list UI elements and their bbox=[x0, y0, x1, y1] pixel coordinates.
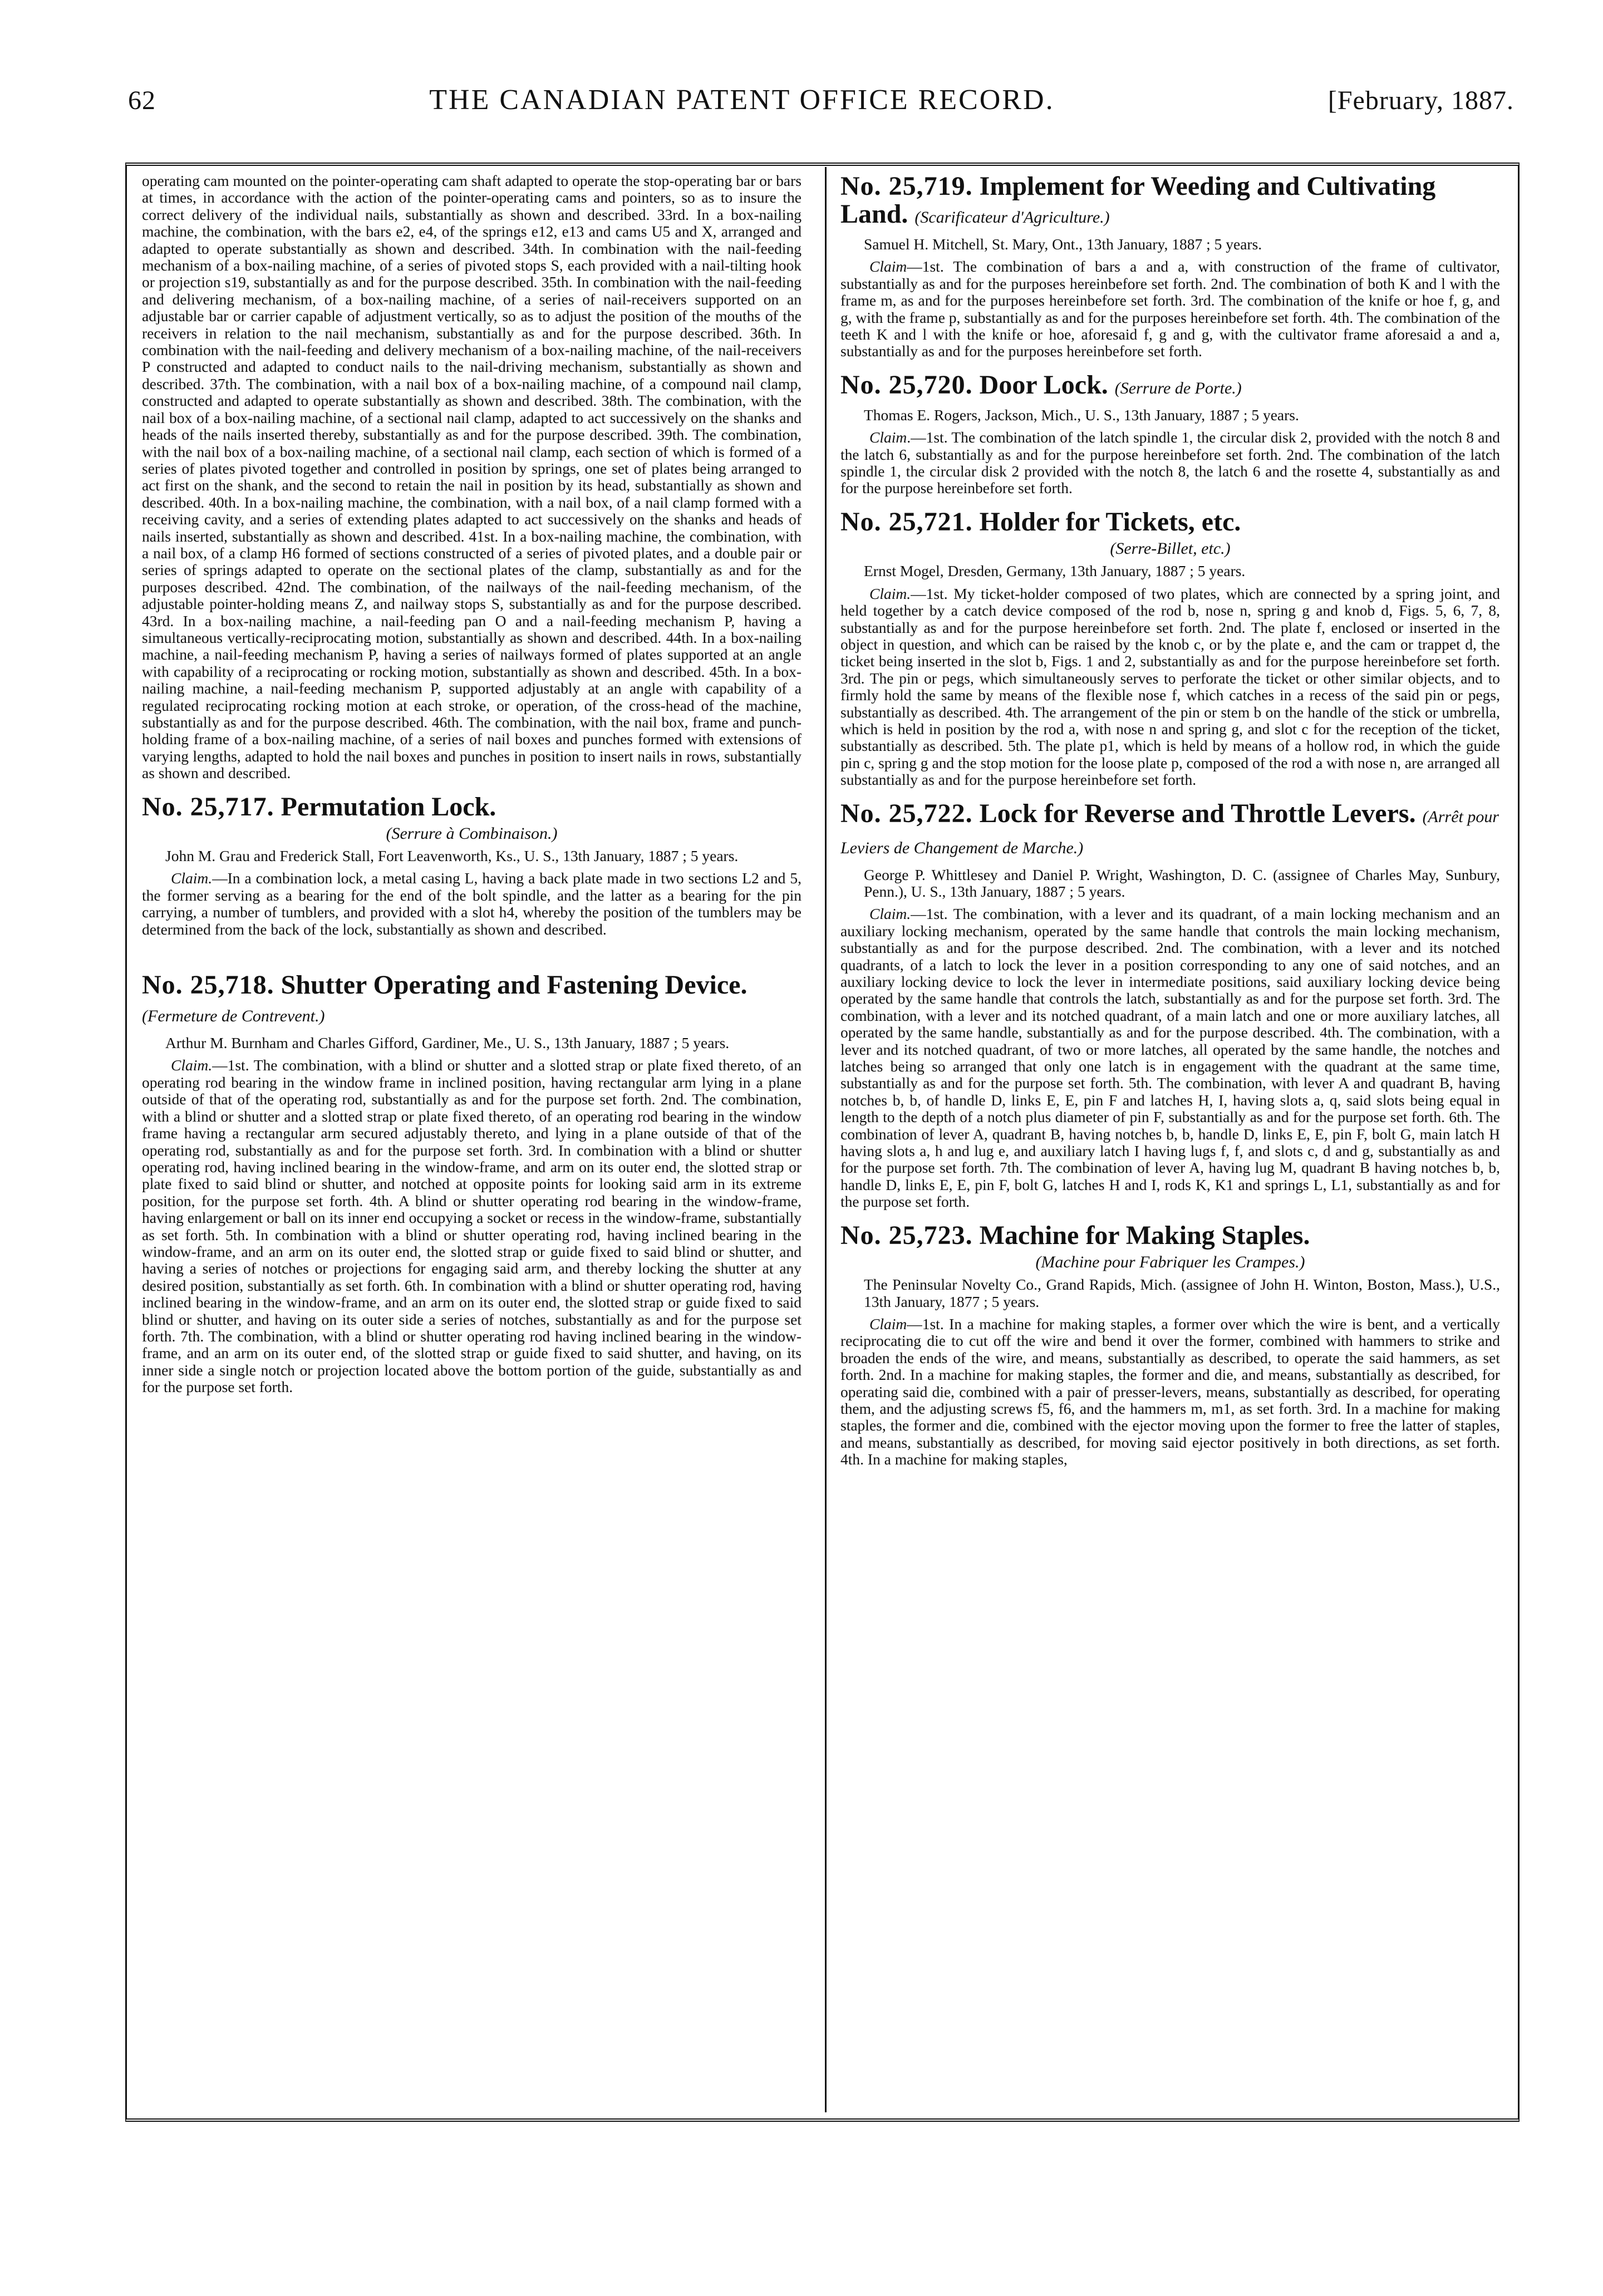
entry-heading bbox=[840, 1222, 1500, 1250]
claim-label: Claim. bbox=[171, 1056, 213, 1074]
patent-entry-25719 bbox=[840, 173, 1500, 360]
issue-date: [February, 1887. bbox=[1327, 86, 1514, 115]
inventor-line: John M. Grau and Frederick Stall, Fort Leavenworth, Ks., U. S., 13th January, 1887 ; 5 years. bbox=[165, 847, 739, 865]
patent-number: No. 25,718. bbox=[142, 970, 274, 1000]
french-title: (Scarificateur d'Agriculture.) bbox=[914, 208, 1110, 227]
inventor-line: Thomas E. Rogers, Jackson, Mich., U. S., 13th January, 1887 ; 5 years. bbox=[864, 406, 1299, 424]
claim-label: Claim. bbox=[869, 584, 911, 602]
inventor-line: Ernst Mogel, Dresden, Germany, 13th January, 1887 ; 5 years. bbox=[864, 562, 1246, 580]
entry-heading bbox=[840, 371, 1500, 402]
column-divider bbox=[825, 167, 827, 2112]
right-column bbox=[840, 173, 1500, 2110]
french-title: (Serrure à Combinaison.) bbox=[386, 824, 558, 843]
patent-title: Lock for Reverse and Throttle Levers. bbox=[979, 798, 1416, 828]
publication-title: THE CANADIAN PATENT OFFICE RECORD. bbox=[429, 84, 1055, 116]
patent-number: No. 25,720. bbox=[840, 370, 973, 400]
patent-number: No. 25,721. bbox=[840, 507, 973, 537]
claim-body: —1st. The combination, with a lever and its quadrant, of a main locking mechanism and an auxiliary locking mechanism, operated by the same handle that controls the main locking mechanism, substantially as and for the purpose described. 2nd. The combination, with a lever and its notched quadrants, of a latch to lock the lever in a position corresponding to any one of said notches, and an auxiliary locking device to lock the lever in intermediate positions, said auxiliary locking device being operated by the same handle that controls the latch, substantially as and for the purpose set forth. 3rd. The combination, with a lever and its notched quadrant, of a main latch and one or more auxiliary latches, all operated by the same handle, substantially as and for the purpose described. 4th. The combination, with a lever and its notched quadrant, of two or more latches, all operated by the same handle, the notches and latches being so arranged that only one latch is in engagement with the quadrant at the same time, substantially as and for the purpose set forth. 5th. The combination, with lever A and quadrant B, having notches b, b, of handle D, links E, E, pin F and latches H, I, having slots a, q, said slots being equal in length to the depth of a notch plus diameter of pin F, substantially as and for the purpose set forth. 6th. The combination of lever A, quadrant B, having notches b, b, handle D, links E, E, pin F, bolt G, main latch H having slots a, h and lug e, and auxiliary latch I having lugs f, f, and slots c, d and g, substantially as and for the purpose set forth. 7th. The combination of lever A, having lug M, quadrant B having notches b, b, handle D, links E, E, pin F, bolt G, latches H and I, rods K, K1 and springs L, L1, substantially as and for the purpose set forth. bbox=[840, 905, 1500, 1211]
claim-label: Claim bbox=[869, 1315, 907, 1333]
patent-number: No. 25,719. bbox=[840, 173, 973, 201]
patent-title: Permutation Lock. bbox=[281, 791, 496, 822]
claim-text bbox=[840, 586, 1500, 789]
claim-body: .—1st. The combination of the latch spindle 1, the circular disk 2, provided with the notch 8 and the latch 6, substantially as and for the purpose hereinbefore set forth. 2nd. The combination of the latch spindle 1, the circular disk 2 provided with the notch 8, the latch 6 and the rosette 4, substantially as and for the purpose hereinbefore set forth. bbox=[840, 429, 1500, 497]
claim-label: Claim. bbox=[869, 905, 911, 923]
continued-claims: operating cam mounted on the pointer-operating cam shaft adapted to operate the stop-operating bar or bars at times, in accordance with the action of the pointer-operating cams and pointers, so as to insure the correct delivery of the individual nails, substantially as shown and described. 33rd. In a box-nailing machine, the combination, with the bars e2, e4, of the springs e12, e13 and cams U5 and X, arranged and adapted to operate substantially as shown and described. 34th. In combination with the nail-feeding mechanism of a box-nailing machine, of a series of pivoted stops S, each provided with a nail-tilting hook or projection s19, substantially as and for the purpose described. 35th. In combination with the nail-feeding and delivering mechanism, of a box-nailing machine, of a series of nail-receivers supported on an adjustable bar or carrier capable of adjustment vertically, so as to adjust the position of the mouths of the receivers in relation to the nail mechanism, substantially as and for the purpose described. 36th. In combination with the nail-feeding and delivery mechanism of a box-nailing machine, of the nail-receivers P constructed and adapted to conduct nails to the nail-driving mechanism, substantially as shown and described. 37th. The combination, with a nail box of a box-nailing machine, of a compound nail clamp, constructed and adapted to operate substantially as shown and described. 38th. The combination, with the nail box of a box-nailing machine, of a sectional nail clamp, adapted to act successively on the shanks and heads of the nails inserted thereby, substantially as and for the purpose described. 39th. The combination, with the nail box of a box-nailing machine, of a sectional nail clamp, each section of which is formed of a series of plates pivoted together and controlled in position by springs, one set of plates being arranged to act first on the shank, and the second to retain the nail in position by its head, substantially as shown and described. 40th. In a box-nailing machine, the combination, with a nail box, of a nail clamp formed with a receiving cavity, and a series of extending plates adapted to act successively on the shanks and heads of nails inserted, substantially as shown and described. 41st. In a box-nailing machine, the combination, with a nail box, of a clamp H6 formed of sections constructed of a series of pivoted plates, and a double pair or series of springs adapted to operate on the sectional plates of the clamp, substantially as and for the purposes described. 42nd. The combination, of the nailways of the nail-feeding mechanism, of the adjustable pointer-holding means Z, and nailway stops S, substantially as and for the purpose described. 43rd. In a box-nailing machine, a nail-feeding pan O and a nail-feeding mechanism P, having a simultaneous vertically-reciprocating motion, substantially as shown and described. 44th. In a box-nailing machine, a nail-feeding mechanism P, having a series of nailways formed of plates supported at an angle with capability of a reciprocating or rocking motion, substantially as shown and described. 45th. In a box-nailing machine, a nail-feeding mechanism P, supported adjustably at an angle with capability of a regulated reciprocating rocking motion at each stroke, or operation, of the cross-head of the machine, substantially as and for the purpose described. 46th. The combination, with the nail box, frame and punch-holding frame of a box-nailing machine, of a series of nail boxes and punches formed with extensions of varying lengths, adapted to hold the nail boxes and punches in position to insert nails in rows, substantially as shown and described. bbox=[142, 173, 802, 782]
inventor-line: George P. Whittlesey and Daniel P. Wright, Washington, D. C. (assignee of Charles May, Sunbury, Penn.), U. S., 13th January, 1887 ; 5 years. bbox=[864, 866, 1500, 900]
patent-entry-25722 bbox=[840, 800, 1500, 1211]
french-title: (Serre-Billet, etc.) bbox=[1110, 539, 1231, 558]
patent-title: Shutter Operating and Fastening Device. bbox=[281, 970, 748, 1000]
claim-body: —1st. The combination, with a blind or shutter and a slotted strap or plate fixed thereto, of an operating rod bearing in the window frame in inclined position, having rectangular arm lying in a plane outside of that of the operating rod, substantially as and for the purpose set forth. 2nd. The combination, with a blind or shutter and a slotted strap or plate fixed thereto, of an operating rod bearing in the window frame having a rectangular arm secured adjustably thereto, and lying in a plane outside of that of the operating rod, substantially as and for the purpose set forth. 3rd. In combination with a blind or shutter operating rod, having inclined bearing in the window-frame, and arm on its outer end, the slotted strap or plate fixed to said blind or shutter, and notched at opposite points for looking said arm in its extreme position, for the purpose set forth. 4th. A blind or shutter operating rod bearing in the window-frame, having enlargement or ball on its inner end occupying a socket or recess in the window-frame, substantially as set forth. 5th. In combination with a blind or shutter operating rod, having inclined bearing in the window-frame, and an arm on its outer end, the slotted strap or guide fixed to said blind or shutter, and having a series of notches or projections for engaging said arm, and thereby locking the shutter at any desired position, substantially as set forth. 6th. In combination with a blind or shutter operating rod, having inclined bearing in the window-frame, and an arm on its outer end, the slotted strap or guide fixed to said blind or shutter, and having on its outer side a series of notches, substantially as and for the purpose set forth. 7th. The combination, with a blind or shutter operating rod having inclined bearing in the window-frame, and an arm on its outer end, of the slotted strap or guide fixed to said shutter, and having, on its inner side a single notch or projection located above the bottom portion of the guide, substantially as and for the purpose set forth. bbox=[142, 1056, 802, 1396]
entry-heading bbox=[142, 971, 802, 1030]
inventor-line: Samuel H. Mitchell, St. Mary, Ont., 13th January, 1887 ; 5 years. bbox=[864, 235, 1262, 253]
claim-label: Claim bbox=[869, 258, 907, 276]
patent-entry-25718 bbox=[142, 971, 802, 1396]
french-title: (Fermeture de Contrevent.) bbox=[142, 1007, 325, 1026]
claim-label: Claim bbox=[869, 429, 907, 446]
patent-number: No. 25,722. bbox=[840, 798, 973, 828]
patent-entry-25723 bbox=[840, 1222, 1500, 1468]
left-column bbox=[142, 173, 802, 2110]
entry-heading bbox=[840, 173, 1500, 232]
page-header bbox=[128, 83, 1514, 122]
patent-entry-25720 bbox=[840, 371, 1500, 497]
inventor-line: Arthur M. Burnham and Charles Gifford, Gardiner, Me., U. S., 13th January, 1887 ; 5 years. bbox=[165, 1034, 730, 1052]
patent-title: Implement for Weeding and Cultivating Land. bbox=[840, 173, 1436, 229]
patent-number: No. 25,723. bbox=[840, 1220, 973, 1250]
patent-title: Holder for Tickets, etc. bbox=[979, 507, 1241, 537]
claim-label: Claim. bbox=[171, 869, 213, 887]
page-number: 62 bbox=[128, 86, 156, 115]
patent-title: Machine for Making Staples. bbox=[979, 1220, 1310, 1250]
french-title: (Arrêt pour Leviers de Changement de Marche.) bbox=[840, 807, 1499, 857]
claim-body: —1st. In a machine for making staples, a former over which the wire is bent, and a vertically reciprocating die to cut off the wire and bend it over the former, combined with hammers to strike and broaden the ends of the wire, and means, substantially as described, to operate the said hammers, as set forth. 2nd. In a machine for making staples, the former and die, and means, substantially as described, for operating said die, combined with a pair of presser-levers, means, substantially as described, for operating them, and the adjusting screws f5, f6, and the hammers m, m1, as set forth. 3rd. In a machine for making staples, the former and die, combined with the ejector moving upon the former to free the latter of staples, and means, substantially as described, for moving said ejector positively in both directions, as set forth. 4th. In a machine for making staples, bbox=[840, 1315, 1500, 1468]
claim-text bbox=[840, 429, 1500, 497]
claim-text bbox=[840, 1316, 1500, 1468]
claim-body: —In a combination lock, a metal casing L, having a back plate made in two sections L2 and 5, the former serving as a bearing for the end of the bolt spindle, and the latter as a bearing for the pin carrying, a number of tumblers, and provided with a slot h4, whereby the position of the tumblers may be determined from the back of the lock, substantially as shown and described. bbox=[142, 869, 802, 938]
claim-text bbox=[142, 870, 802, 938]
claim-body: —1st. The combination of bars a and a, with construction of the frame of cultivator, substantially as and for the purposes hereinbefore set forth. 2nd. The combination of both K and l with the frame m, as and for the purposes hereinbefore set forth. 3rd. The combination of the knife or hoe f, g, and g, with the frame p, substantially as and for the purposes hereinbefore set forth. 4th. The combination of the teeth K and l with the knife or hoe, aforesaid f, g and g, with the cultivator frame aforesaid a and a, substantially as and for the purposes hereinbefore set forth. bbox=[840, 258, 1500, 360]
claim-text bbox=[840, 258, 1500, 360]
patent-entry-25721 bbox=[840, 508, 1500, 789]
patent-title: Door Lock. bbox=[979, 370, 1108, 400]
claim-text bbox=[840, 906, 1500, 1210]
inventor-line: The Peninsular Novelty Co., Grand Rapids, Mich. (assignee of John H. Winton, Boston, Mass.), U.S., 13th January, 1877 ; 5 years. bbox=[864, 1276, 1500, 1310]
claim-text bbox=[142, 1057, 802, 1395]
french-title: (Serrure de Porte.) bbox=[1114, 378, 1242, 397]
french-title: (Machine pour Fabriquer les Crampes.) bbox=[1035, 1252, 1305, 1271]
claim-body: —1st. My ticket-holder composed of two plates, which are connected by a spring joint, and held together by a catch device composed of the rod b, nose n, spring g and knob d, Figs. 5, 6, 7, 8, substantially as and for the purpose hereinbefore set forth. 2nd. The plate f, enclosed or inserted in the object in question, and which can be raised by the knob c, or by the plate e, and the cam or trappet d, the ticket being inserted in the slot b, Figs. 1 and 2, substantially as and for the purpose hereinbefore set forth. 3rd. The pin or pegs, which simultaneously serves to perforate the ticket or other similar objects, and to firmly hold the same by means of the flexible nose f, which catches in a recess of the said pin or pegs, substantially as described. 4th. The arrangement of the pin or stem b on the handle of the stick or umbrella, which is held in position by the rod a, with nose n and spring g, and slot c for the reception of the ticket, substantially as described. 5th. The plate p1, which is held by means of a hollow rod, in which the guide pin c, spring g and the stop motion for the loose plate p, composed of the rod a with nose n, are arranged all substantially as and for the purpose hereinbefore set forth. bbox=[840, 584, 1500, 789]
entry-heading bbox=[840, 508, 1500, 536]
patent-number: No. 25,717. bbox=[142, 791, 274, 822]
patent-entry-25717 bbox=[142, 793, 802, 938]
entry-heading bbox=[840, 800, 1500, 862]
entry-heading bbox=[142, 793, 802, 821]
